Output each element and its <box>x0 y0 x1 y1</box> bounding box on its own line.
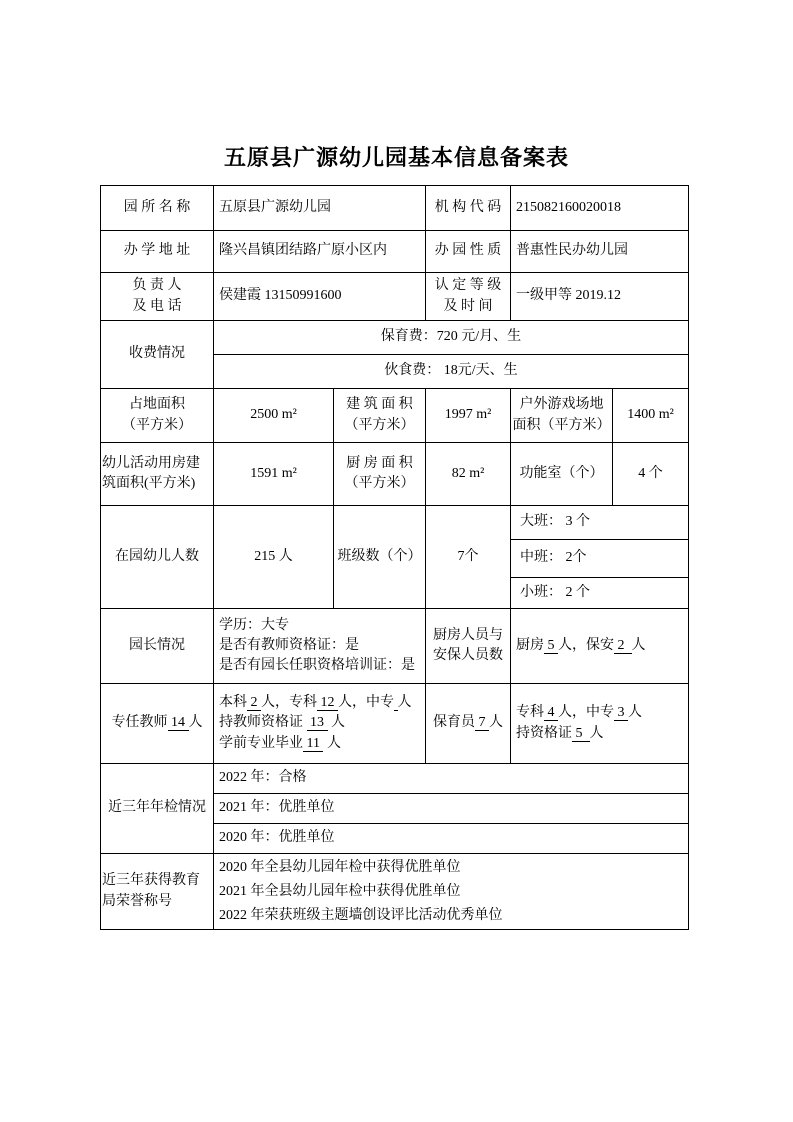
nurse-certified: 持资格证 5 人 <box>516 725 604 741</box>
staff-label-line2: 安保人员数 <box>433 648 503 663</box>
children-count-value: 215 人 <box>214 506 334 609</box>
class-middle-value: 中班： 2个 <box>511 540 689 578</box>
land-area-label-line2: （平方米） <box>122 417 192 433</box>
org-code-value: 215082160020018 <box>511 186 689 231</box>
staff-label <box>426 609 511 684</box>
nurse-degrees: 专科 4 人，中专 3 人 <box>516 705 642 721</box>
kitchen-area-value: 82 m² <box>426 443 511 506</box>
honors-2020: 2020 年全县幼儿园年检中获得优胜单位 <box>219 860 461 875</box>
staff-value: 厨房 5 人，保安 2 人 <box>511 609 689 684</box>
teachers-degrees: 本科 2 人，专科 12 人，中专 人 <box>219 695 412 711</box>
address-value: 隆兴昌镇团结路广原小区内 <box>214 231 426 273</box>
kindergarten-name-value: 五原县广源幼儿园 <box>214 186 426 231</box>
activity-area-label <box>101 443 214 506</box>
outdoor-area-label <box>511 389 613 443</box>
contact-value: 侯建霞 13150991600 <box>214 273 426 321</box>
outdoor-area-label-line2: 面积（平方米） <box>512 417 611 433</box>
nurse-cert-info <box>511 684 689 764</box>
inspection-2022: 2022 年：合格 <box>214 764 689 794</box>
principal-teacher-cert: 是否有教师资格证：是 <box>219 637 359 653</box>
nurse-count-value: 保育员 7 人 <box>426 684 511 764</box>
fee-meal-value: 伙食费： 18元/天、生 <box>214 355 689 389</box>
honors-2021: 2021 年全县幼儿园年检中获得优胜单位 <box>219 883 461 899</box>
honors-label-line2: 局荣誉称号 <box>102 893 172 909</box>
class-count-label: 班级数（个） <box>334 506 426 609</box>
type-value: 普惠性民办幼儿园 <box>511 231 689 273</box>
honors-2022: 2022 年荣获班级主题墙创设评比活动优秀单位 <box>219 907 503 923</box>
contact-label-line2: 及 电 话 <box>132 298 182 314</box>
activity-area-value: 1591 m² <box>214 443 334 506</box>
inspection-label: 近三年年检情况 <box>101 764 214 854</box>
fees-label: 收费情况 <box>101 321 214 389</box>
record-form-table <box>100 185 689 930</box>
org-code-label: 机 构 代 码 <box>426 186 511 231</box>
grade-value: 一级甲等 2019.12 <box>511 273 689 321</box>
honors-label <box>101 854 214 930</box>
honors-label-line1: 近三年获得教育 <box>102 873 200 889</box>
class-junior-value: 小班： 2 个 <box>511 578 689 609</box>
kitchen-area-label-line1: 厨 房 面 积 <box>346 455 413 471</box>
principal-education: 学历：大专 <box>219 617 289 633</box>
kitchen-area-label <box>334 443 426 506</box>
teachers-label: 专任教师 14 人 <box>101 684 214 764</box>
grade-label <box>426 273 511 321</box>
fee-care-value: 保育费：720 元/月、生 <box>214 321 689 355</box>
outdoor-area-label-line1: 户外游戏场地 <box>519 397 604 413</box>
teachers-info <box>214 684 426 764</box>
children-count-label: 在园幼儿人数 <box>101 506 214 609</box>
staff-label-line1: 厨房人员与 <box>433 627 503 643</box>
activity-area-label-line2: 筑面积(平方米) <box>102 476 196 491</box>
contact-label-line1: 负 责 人 <box>132 278 182 294</box>
teachers-certified: 持教师资格证 13 人 <box>219 715 345 731</box>
building-area-value: 1997 m² <box>426 389 511 443</box>
outdoor-area-value: 1400 m² <box>613 389 689 443</box>
address-label: 办 学 地 址 <box>101 231 214 273</box>
building-area-label-line2: （平方米） <box>344 417 415 433</box>
building-area-label <box>334 389 426 443</box>
contact-label <box>101 273 214 321</box>
class-senior-value: 大班： 3 个 <box>511 506 689 540</box>
principal-label: 园长情况 <box>101 609 214 684</box>
inspection-2021: 2021 年：优胜单位 <box>214 794 689 824</box>
grade-label-line1: 认 定 等 级 <box>434 278 502 294</box>
type-label: 办 园 性 质 <box>426 231 511 273</box>
function-rooms-value: 4 个 <box>613 443 689 506</box>
land-area-label-line1: 占地面积 <box>129 397 185 413</box>
principal-info <box>214 609 426 684</box>
land-area-value: 2500 m² <box>214 389 334 443</box>
kitchen-area-label-line2: （平方米） <box>344 476 415 491</box>
honors-info <box>214 854 689 930</box>
inspection-2020: 2020 年：优胜单位 <box>214 824 689 854</box>
teachers-preschool-major: 学前专业毕业 11 人 <box>219 735 341 751</box>
grade-label-line2: 及 时 间 <box>443 298 493 314</box>
activity-area-label-line1: 幼儿活动用房建 <box>102 455 200 471</box>
document-title: 五原县广源幼儿园基本信息备案表 <box>223 145 569 170</box>
building-area-label-line1: 建 筑 面 积 <box>346 397 413 413</box>
class-count-value: 7个 <box>426 506 511 609</box>
function-rooms-label: 功能室（个） <box>511 443 613 506</box>
kindergarten-name-label: 园 所 名 称 <box>101 186 214 231</box>
principal-director-cert: 是否有园长任职资格培训证：是 <box>219 658 415 674</box>
land-area-label <box>101 389 214 443</box>
